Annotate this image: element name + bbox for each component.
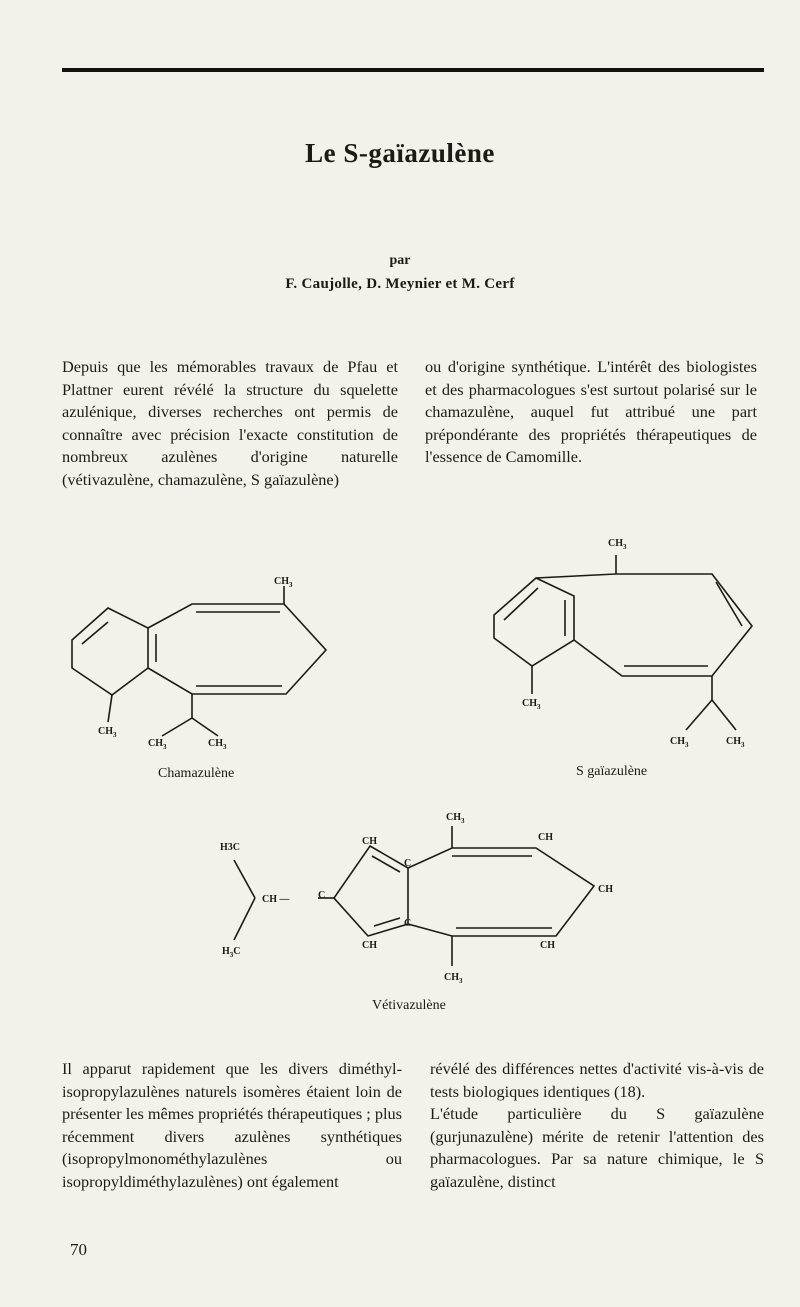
vetivazulene-label-c3: C (404, 918, 412, 929)
vetivazulene-label-h3c-bottom: $H_3C$ (222, 946, 241, 959)
body-column-left (62, 1058, 402, 1194)
chamazulene-caption: Chamazulène (158, 766, 235, 781)
paragraph: Il apparut rapidement que les divers diméthyl-isopropylazulènes naturels isomères étaient loin de présenter les mêmes propriétés thérapeutiques ; plus récemment divers azulènes synthétiques (isopropylmonométhylazulènes ou isopropyldiméthylazulènes) ont également (62, 1059, 402, 1191)
chamazulene-label-a: $CH_3$ (148, 738, 167, 751)
vetivazulene-label-c2: C (318, 890, 326, 901)
s-gaiazulene-label-a: $CH_3$ (670, 736, 689, 749)
chamazulene-label-left: $CH_3$ (98, 726, 117, 739)
s-gaiazulene-caption: S gaïazulène (576, 764, 648, 779)
paragraph: L'étude particulière du S gaïazulène (gurjunazulène) mérite de retenir l'attention des pharmacologues. Par sa nature chimique, le S gaïazulène, distinct (430, 1104, 764, 1191)
chamazulene-label-top: $CH_3$ (274, 576, 293, 589)
vetivazulene-label-h3c-top: H3C (220, 842, 240, 853)
s-gaiazulene-label-left: $CH_3$ (522, 698, 541, 711)
s-gaiazulene-label-top: $CH_3$ (608, 538, 627, 551)
paragraph: Depuis que les mémorables travaux de Pfau et Plattner eurent révélé la structure du squelette azulénique, diverses recherches ont permis de connaître avec précision l'exacte constitution de nombreux azulènes d'origine naturelle (vétivazulène, chamazulène, S gaïazulène) (62, 357, 398, 489)
paragraph: révélé des différences nettes d'activité vis-à-vis de tests biologiques identiques (18). (430, 1059, 764, 1101)
vetivazulene-structure (220, 812, 613, 985)
chamazulene-label-b: $CH_3$ (208, 738, 227, 751)
chamazulene-five-ring (72, 608, 148, 695)
s-gaiazulene-label-b: $CH_3$ (726, 736, 745, 749)
vetivazulene-label-ch4: CH (362, 940, 377, 951)
chamazulene-seven-ring (148, 604, 326, 694)
vetivazulene-label-bottom: $CH_3$ (444, 972, 463, 985)
vetivazulene-label-ch5: CH (540, 940, 555, 951)
vetivazulene-seven-ring (408, 848, 594, 936)
vetivazulene-caption: Vétivazulène (372, 998, 446, 1013)
vetivazulene-label-ch-mid: CH — (262, 894, 290, 905)
s-gaiazulene-structure (494, 538, 752, 749)
vetivazulene-label-c1: C (404, 858, 412, 869)
vetivazulene-label-ch1: CH (362, 836, 377, 847)
chamazulene-structure (72, 576, 326, 751)
body-column-right (430, 1058, 764, 1194)
vetivazulene-five-ring (334, 846, 408, 936)
authors: F. Caujolle, D. Meynier et M. Cerf (285, 276, 515, 292)
paragraph: ou d'origine synthétique. L'intérêt des biologistes et des pharmacologues s'est surtout polarisé sur le chamazulène, auquel fut attribué une part prépondérante des propriétés thérapeutiques de l'essence de Camomille. (425, 357, 757, 467)
vetivazulene-label-ch3: CH (598, 884, 613, 895)
article-title: Le S-gaïazulène (305, 138, 495, 168)
vetivazulene-label-ch2: CH (538, 832, 553, 843)
vetivazulene-label-top: $CH_3$ (446, 812, 465, 825)
page-number: 70 (70, 1240, 87, 1259)
by-word: par (389, 253, 411, 268)
